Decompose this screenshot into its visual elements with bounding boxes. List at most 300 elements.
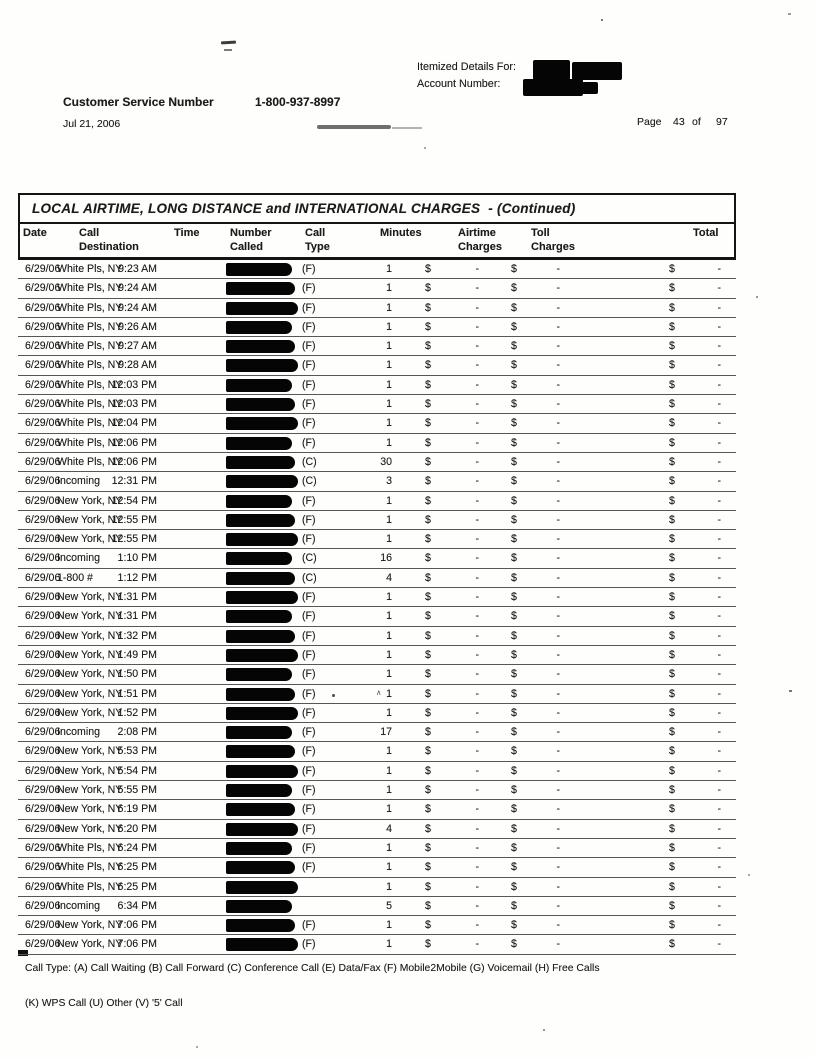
- cell-time: 6:34 PM: [117, 899, 157, 912]
- toll-dollar-sign: $: [511, 803, 517, 816]
- cell-date: 6/29/06: [25, 533, 61, 546]
- call-type-legend-line1: Call Type: (A) Call Waiting (B) Call Forward (C) Conference Call (E) Data/Fax (F) Mobile2Mobile (G) Voicemail (H) Free Calls: [25, 963, 600, 974]
- cell-toll-charges: -: [556, 398, 560, 411]
- cell-total: -: [717, 436, 721, 449]
- redacted-number-box: [226, 417, 298, 430]
- cell-destination: Incoming: [57, 552, 100, 565]
- airtime-dollar-sign: $: [425, 648, 431, 661]
- cell-minutes: 1: [386, 263, 392, 275]
- cell-date: 6/29/06: [25, 320, 61, 333]
- cell-minutes: 5: [386, 899, 392, 912]
- table-row: [18, 704, 736, 723]
- airtime-dollar-sign: $: [425, 282, 431, 295]
- cell-call-type: (C): [302, 552, 317, 565]
- cell-destination: White Pls, NY: [57, 301, 123, 314]
- airtime-dollar-sign: $: [425, 841, 431, 854]
- cell-call-type: (F): [302, 706, 316, 719]
- cell-minutes: 1: [386, 841, 392, 854]
- cell-call-type: (F): [302, 378, 316, 391]
- redacted-number-box: [226, 456, 295, 469]
- cell-date: 6/29/06: [25, 398, 61, 411]
- airtime-dollar-sign: $: [425, 706, 431, 719]
- cell-destination: White Pls, NY: [57, 861, 123, 874]
- cell-date: 6/29/06: [25, 591, 61, 604]
- redacted-number-box: [226, 495, 292, 508]
- cell-destination: Incoming: [57, 899, 100, 912]
- table-row: [18, 800, 736, 819]
- table-row: [18, 781, 736, 800]
- cell-total: -: [717, 803, 721, 816]
- table-row: [18, 337, 736, 356]
- cell-total: -: [717, 764, 721, 777]
- toll-dollar-sign: $: [511, 938, 517, 951]
- scan-artifact: [221, 41, 236, 45]
- cell-time: 5:55 PM: [117, 784, 157, 797]
- cell-airtime-charges: -: [475, 340, 479, 353]
- total-dollar-sign: $: [669, 610, 675, 623]
- cell-airtime-charges: -: [475, 301, 479, 314]
- scan-artifact: [424, 147, 426, 149]
- cell-date: 6/29/06: [25, 571, 61, 584]
- cell-total: -: [717, 301, 721, 314]
- table-row: [18, 318, 736, 337]
- total-dollar-sign: $: [669, 822, 675, 835]
- table-row: [18, 935, 736, 954]
- cell-time: 1:10 PM: [117, 552, 157, 565]
- cell-total: -: [717, 726, 721, 739]
- cell-toll-charges: -: [556, 803, 560, 816]
- cell-total: -: [717, 533, 721, 546]
- cell-toll-charges: -: [556, 648, 560, 661]
- airtime-dollar-sign: $: [425, 571, 431, 584]
- table-row: [18, 588, 736, 607]
- cell-airtime-charges: -: [475, 764, 479, 777]
- cell-call-type: (F): [302, 687, 316, 700]
- cell-airtime-charges: -: [475, 706, 479, 719]
- table-row: [18, 762, 736, 781]
- cell-date: 6/29/06: [25, 455, 61, 468]
- cell-destination: White Pls, NY: [57, 455, 123, 468]
- cell-time: 9:24 AM: [118, 282, 157, 295]
- account-number-redaction-box: [523, 79, 583, 96]
- toll-dollar-sign: $: [511, 919, 517, 932]
- table-row: [18, 820, 736, 839]
- cell-toll-charges: -: [556, 552, 560, 565]
- cell-time: 1:49 PM: [117, 648, 157, 661]
- cell-toll-charges: -: [556, 841, 560, 854]
- cell-destination: New York, NY: [57, 668, 123, 681]
- toll-dollar-sign: $: [511, 282, 517, 295]
- cell-minutes: 17: [380, 726, 392, 739]
- table-row: [18, 356, 736, 375]
- table-row: [18, 299, 736, 318]
- cell-toll-charges: -: [556, 263, 560, 275]
- cell-time: 6:25 PM: [117, 861, 157, 874]
- redacted-number-box: [226, 900, 292, 913]
- cell-airtime-charges: -: [475, 899, 479, 912]
- redacted-number-box: [226, 591, 298, 604]
- table-row: [18, 511, 736, 530]
- total-dollar-sign: $: [669, 687, 675, 700]
- cell-destination: White Pls, NY: [57, 417, 123, 430]
- table-row: [18, 607, 736, 626]
- airtime-dollar-sign: $: [425, 899, 431, 912]
- total-dollar-sign: $: [669, 263, 675, 275]
- toll-dollar-sign: $: [511, 629, 517, 642]
- column-header-call-destination: Call Destination: [79, 227, 139, 253]
- table-row: [18, 916, 736, 935]
- cell-date: 6/29/06: [25, 513, 61, 526]
- page-of-label: of: [692, 116, 701, 128]
- cell-call-type: (F): [302, 263, 316, 275]
- cell-total: -: [717, 822, 721, 835]
- redacted-number-box: [226, 359, 298, 372]
- cell-destination: Incoming: [57, 475, 100, 488]
- redacted-number-box: [226, 533, 298, 546]
- scan-artifact: [196, 1046, 198, 1048]
- cell-minutes: 1: [386, 784, 392, 797]
- cell-toll-charges: -: [556, 687, 560, 700]
- table-title: LOCAL AIRTIME, LONG DISTANCE and INTERNATIONAL CHARGES - (Continued): [32, 201, 576, 216]
- cell-toll-charges: -: [556, 784, 560, 797]
- cell-call-type: (C): [302, 475, 317, 488]
- cell-call-type: (F): [302, 841, 316, 854]
- cell-airtime-charges: -: [475, 822, 479, 835]
- airtime-dollar-sign: $: [425, 533, 431, 546]
- toll-dollar-sign: $: [511, 591, 517, 604]
- cell-total: -: [717, 378, 721, 391]
- cell-total: -: [717, 861, 721, 874]
- cell-airtime-charges: -: [475, 919, 479, 932]
- redacted-number-box: [226, 784, 292, 797]
- cell-call-type: (F): [302, 301, 316, 314]
- total-dollar-sign: $: [669, 378, 675, 391]
- cell-time: 1:31 PM: [117, 591, 157, 604]
- cell-airtime-charges: -: [475, 745, 479, 758]
- cell-airtime-charges: -: [475, 417, 479, 430]
- redacted-number-box: [226, 437, 292, 450]
- cell-time: 6:20 PM: [117, 822, 157, 835]
- cell-airtime-charges: -: [475, 938, 479, 951]
- cell-toll-charges: -: [556, 706, 560, 719]
- cell-toll-charges: -: [556, 745, 560, 758]
- cell-date: 6/29/06: [25, 648, 61, 661]
- cell-time: 12:55 PM: [111, 513, 157, 526]
- cell-date: 6/29/06: [25, 629, 61, 642]
- scan-artifact: [789, 690, 792, 692]
- cell-airtime-charges: -: [475, 784, 479, 797]
- cell-toll-charges: -: [556, 591, 560, 604]
- toll-dollar-sign: $: [511, 436, 517, 449]
- airtime-dollar-sign: $: [425, 919, 431, 932]
- toll-dollar-sign: $: [511, 320, 517, 333]
- toll-dollar-sign: $: [511, 899, 517, 912]
- column-header-total: Total: [693, 227, 719, 239]
- column-header-number-called: Number Called: [230, 227, 272, 253]
- cell-destination: New York, NY: [57, 513, 123, 526]
- total-dollar-sign: $: [669, 861, 675, 874]
- cell-date: 6/29/06: [25, 417, 61, 430]
- account-number-label: Account Number:: [417, 78, 501, 90]
- cell-call-type: (F): [302, 359, 316, 372]
- table-rows: [18, 260, 736, 955]
- cell-destination: New York, NY: [57, 822, 123, 835]
- redacted-number-box: [226, 610, 292, 623]
- table-row: [18, 878, 736, 897]
- cell-destination: White Pls, NY: [57, 282, 123, 295]
- redacted-number-box: [226, 707, 298, 720]
- cell-airtime-charges: -: [475, 648, 479, 661]
- account-number-redaction-box: [582, 82, 598, 94]
- cell-total: -: [717, 629, 721, 642]
- toll-dollar-sign: $: [511, 359, 517, 372]
- cell-airtime-charges: -: [475, 378, 479, 391]
- cell-time: 9:28 AM: [118, 359, 157, 372]
- cell-minutes: 1: [386, 745, 392, 758]
- cell-call-type: (F): [302, 629, 316, 642]
- total-dollar-sign: $: [669, 726, 675, 739]
- cell-total: -: [717, 320, 721, 333]
- cell-date: 6/29/06: [25, 668, 61, 681]
- toll-dollar-sign: $: [511, 513, 517, 526]
- cell-minutes: 1: [386, 938, 392, 951]
- scan-artifact: ∧: [376, 688, 382, 697]
- cell-toll-charges: -: [556, 320, 560, 333]
- cell-date: 6/29/06: [25, 610, 61, 623]
- cell-toll-charges: -: [556, 861, 560, 874]
- cell-date: 6/29/06: [25, 263, 61, 275]
- airtime-dollar-sign: $: [425, 340, 431, 353]
- cell-toll-charges: -: [556, 726, 560, 739]
- cell-call-type: (F): [302, 938, 316, 951]
- cell-toll-charges: -: [556, 899, 560, 912]
- cell-destination: White Pls, NY: [57, 841, 123, 854]
- cell-minutes: 1: [386, 398, 392, 411]
- cell-total: -: [717, 610, 721, 623]
- cell-airtime-charges: -: [475, 668, 479, 681]
- redacted-number-box: [226, 379, 292, 392]
- table-row: [18, 472, 736, 491]
- cell-minutes: 1: [386, 417, 392, 430]
- cell-total: -: [717, 880, 721, 893]
- redacted-number-box: [226, 823, 298, 836]
- cell-toll-charges: -: [556, 494, 560, 507]
- table-title-bar: [20, 195, 734, 224]
- table-row: [18, 492, 736, 511]
- cell-toll-charges: -: [556, 301, 560, 314]
- cell-minutes: 1: [386, 340, 392, 353]
- cell-call-type: (F): [302, 764, 316, 777]
- cell-toll-charges: -: [556, 629, 560, 642]
- cell-toll-charges: -: [556, 282, 560, 295]
- cell-destination: New York, NY: [57, 610, 123, 623]
- airtime-dollar-sign: $: [425, 764, 431, 777]
- cell-toll-charges: -: [556, 359, 560, 372]
- total-dollar-sign: $: [669, 648, 675, 661]
- cell-destination: New York, NY: [57, 919, 123, 932]
- redacted-number-box: [226, 881, 298, 894]
- redacted-number-box: [226, 263, 292, 276]
- toll-dollar-sign: $: [511, 378, 517, 391]
- cell-call-type: (F): [302, 513, 316, 526]
- toll-dollar-sign: $: [511, 668, 517, 681]
- cell-minutes: 1: [386, 513, 392, 526]
- total-dollar-sign: $: [669, 475, 675, 488]
- scan-artifact: [317, 125, 391, 129]
- table-row: [18, 742, 736, 761]
- cell-destination: White Pls, NY: [57, 340, 123, 353]
- cell-destination: New York, NY: [57, 494, 123, 507]
- cell-toll-charges: -: [556, 417, 560, 430]
- cell-destination: White Pls, NY: [57, 436, 123, 449]
- airtime-dollar-sign: $: [425, 398, 431, 411]
- table-header: [18, 193, 736, 260]
- total-dollar-sign: $: [669, 880, 675, 893]
- cell-date: 6/29/06: [25, 861, 61, 874]
- total-dollar-sign: $: [669, 784, 675, 797]
- cell-time: 12:03 PM: [111, 378, 157, 391]
- scan-artifact: [392, 127, 422, 129]
- redacted-number-box: [226, 803, 295, 816]
- cell-toll-charges: -: [556, 571, 560, 584]
- table-row: [18, 723, 736, 742]
- cell-toll-charges: -: [556, 668, 560, 681]
- airtime-dollar-sign: $: [425, 417, 431, 430]
- cell-date: 6/29/06: [25, 764, 61, 777]
- cell-destination: New York, NY: [57, 629, 123, 642]
- toll-dollar-sign: $: [511, 533, 517, 546]
- cell-toll-charges: -: [556, 610, 560, 623]
- cell-call-type: (F): [302, 494, 316, 507]
- toll-dollar-sign: $: [511, 841, 517, 854]
- total-dollar-sign: $: [669, 938, 675, 951]
- cell-date: 6/29/06: [25, 841, 61, 854]
- cell-airtime-charges: -: [475, 726, 479, 739]
- cell-time: 1:31 PM: [117, 610, 157, 623]
- cell-minutes: 1: [386, 687, 392, 700]
- cell-total: -: [717, 591, 721, 604]
- scan-artifact: [788, 13, 791, 15]
- total-dollar-sign: $: [669, 301, 675, 314]
- redacted-number-box: [226, 765, 298, 778]
- toll-dollar-sign: $: [511, 417, 517, 430]
- redacted-number-box: [226, 745, 295, 758]
- cell-destination: New York, NY: [57, 803, 123, 816]
- cell-destination: White Pls, NY: [57, 378, 123, 391]
- airtime-dollar-sign: $: [425, 610, 431, 623]
- cell-airtime-charges: -: [475, 552, 479, 565]
- cell-airtime-charges: -: [475, 880, 479, 893]
- cell-time: 6:19 PM: [117, 803, 157, 816]
- column-header-date: Date: [23, 227, 47, 239]
- redacted-number-box: [226, 340, 295, 353]
- cell-minutes: 1: [386, 436, 392, 449]
- airtime-dollar-sign: $: [425, 803, 431, 816]
- toll-dollar-sign: $: [511, 726, 517, 739]
- cell-destination: 1-800 #: [57, 571, 93, 584]
- table-row: [18, 395, 736, 414]
- cell-airtime-charges: -: [475, 629, 479, 642]
- cell-minutes: 1: [386, 282, 392, 295]
- page-label: Page: [637, 116, 662, 128]
- cell-minutes: 1: [386, 861, 392, 874]
- cell-airtime-charges: -: [475, 571, 479, 584]
- cell-time: 1:50 PM: [117, 668, 157, 681]
- toll-dollar-sign: $: [511, 263, 517, 275]
- cell-date: 6/29/06: [25, 687, 61, 700]
- toll-dollar-sign: $: [511, 455, 517, 468]
- cell-time: 1:32 PM: [117, 629, 157, 642]
- airtime-dollar-sign: $: [425, 629, 431, 642]
- cell-call-type: (F): [302, 803, 316, 816]
- airtime-dollar-sign: $: [425, 475, 431, 488]
- airtime-dollar-sign: $: [425, 301, 431, 314]
- cell-date: 6/29/06: [25, 359, 61, 372]
- column-header-airtime-charges: Airtime Charges: [458, 227, 503, 253]
- cell-total: -: [717, 919, 721, 932]
- airtime-dollar-sign: $: [425, 378, 431, 391]
- cell-total: -: [717, 899, 721, 912]
- cell-call-type: (F): [302, 668, 316, 681]
- cell-time: 9:24 AM: [118, 301, 157, 314]
- cell-call-type: (F): [302, 282, 316, 295]
- toll-dollar-sign: $: [511, 822, 517, 835]
- cell-destination: New York, NY: [57, 687, 123, 700]
- cell-airtime-charges: -: [475, 513, 479, 526]
- cell-total: -: [717, 552, 721, 565]
- cell-total: -: [717, 745, 721, 758]
- cell-time: 2:08 PM: [117, 726, 157, 739]
- total-dollar-sign: $: [669, 513, 675, 526]
- redacted-number-box: [226, 630, 295, 643]
- cell-time: 5:53 PM: [117, 745, 157, 758]
- cell-total: -: [717, 648, 721, 661]
- cell-toll-charges: -: [556, 436, 560, 449]
- cell-minutes: 3: [386, 475, 392, 488]
- table-row: [18, 279, 736, 298]
- table-row: [18, 376, 736, 395]
- total-dollar-sign: $: [669, 340, 675, 353]
- cell-minutes: 30: [380, 455, 392, 468]
- redacted-number-box: [226, 302, 298, 315]
- cell-date: 6/29/06: [25, 919, 61, 932]
- page-total: 97: [716, 116, 728, 128]
- airtime-dollar-sign: $: [425, 938, 431, 951]
- cell-destination: White Pls, NY: [57, 359, 123, 372]
- scan-artifact: [601, 19, 603, 21]
- airtime-dollar-sign: $: [425, 880, 431, 893]
- cell-call-type: (F): [302, 822, 316, 835]
- scan-artifact: [748, 874, 750, 876]
- cell-date: 6/29/06: [25, 494, 61, 507]
- total-dollar-sign: $: [669, 706, 675, 719]
- cell-destination: White Pls, NY: [57, 320, 123, 333]
- cell-toll-charges: -: [556, 938, 560, 951]
- cell-minutes: 4: [386, 571, 392, 584]
- cell-airtime-charges: -: [475, 455, 479, 468]
- total-dollar-sign: $: [669, 919, 675, 932]
- total-dollar-sign: $: [669, 899, 675, 912]
- customer-service-number: 1-800-937-8997: [255, 95, 341, 109]
- cell-call-type: (C): [302, 455, 317, 468]
- toll-dollar-sign: $: [511, 571, 517, 584]
- total-dollar-sign: $: [669, 841, 675, 854]
- cell-call-type: (F): [302, 610, 316, 623]
- cell-total: -: [717, 359, 721, 372]
- redacted-number-box: [226, 398, 295, 411]
- redacted-number-box: [226, 861, 295, 874]
- cell-time: 9:23 AM: [118, 263, 157, 275]
